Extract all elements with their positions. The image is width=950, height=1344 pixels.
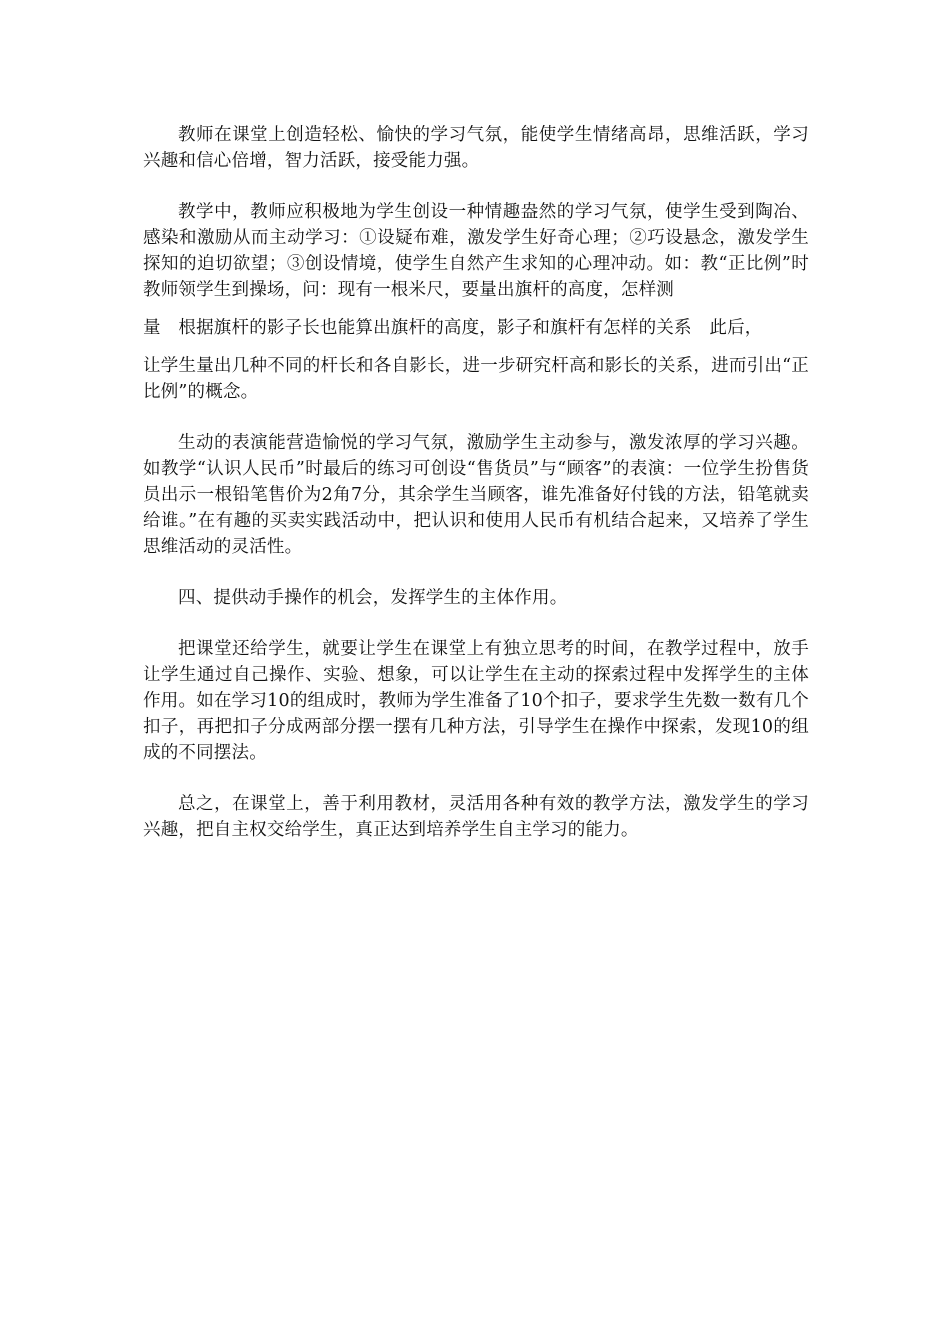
paragraph-performance: 生动的表演能营造愉悦的学习气氛，激励学生主动参与，激发浓厚的学习兴趣。如教学“认识人民币”时最后的练习可创设“售货员”与“顾客”的表演：一位学生扮售货员出示一根铅笔售价为2角7分，其余学生当顾客，谁先准备好付钱的方法，铅笔就卖给谁。”在有趣的买卖实践活动中，把认识和使用人民币有机结合起来，又培养了学生思维活动的灵活性。: [143, 433, 809, 557]
paragraph-teaching-methods-part1: 教学中，教师应积极地为学生创设一种情趣盎然的学习气氛，使学生受到陶冶、感染和激励从而主动学习：①设疑布难，激发学生好奇心理；②巧设悬念，激发学生探知的迫切欲望；③创设情境，使学生自然产生求知的心理冲动。如：教“正比例”时教师领学生到操场，问：现有一根米尺，要量出旗杆的高度，怎样测: [143, 202, 809, 300]
paragraph-teaching-methods-part3: 让学生量出几种不同的杆长和各自影长，进一步研究杆高和影长的关系，进而引出“正比例”的概念。: [143, 356, 809, 402]
paragraph-teaching-methods: [143, 199, 809, 405]
section-heading-hands-on: 四、提供动手操作的机会，发挥学生的主体作用。: [178, 588, 568, 608]
paragraph-teaching-methods-part2: 量 根据旗杆的影子长也能算出旗杆的高度，影子和旗杆有怎样的关系 此后，: [143, 318, 763, 338]
paragraph-hands-on-practice: 把课堂还给学生，就要让学生在课堂上有独立思考的时间，在教学过程中，放手让学生通过自己操作、实验、想象，可以让学生在主动的探索过程中发挥学生的主体作用。如在学习10的组成时，教师为学生准备了10个扣子，要求学生先数一数有几个扣子，再把扣子分成两部分摆一摆有几种方法，引导学生在操作中探索，发现10的组成的不同摆法。: [143, 639, 809, 763]
paragraph-conclusion: 总之，在课堂上，善于利用教材，灵活用各种有效的教学方法，激发学生的学习兴趣，把自主权交给学生，真正达到培养学生自主学习的能力。: [143, 794, 809, 840]
document-page: [143, 122, 809, 843]
paragraph-classroom-atmosphere: 教师在课堂上创造轻松、愉快的学习气氛，能使学生情绪高昂，思维活跃，学习兴趣和信心倍增，智力活跃，接受能力强。: [143, 125, 809, 171]
